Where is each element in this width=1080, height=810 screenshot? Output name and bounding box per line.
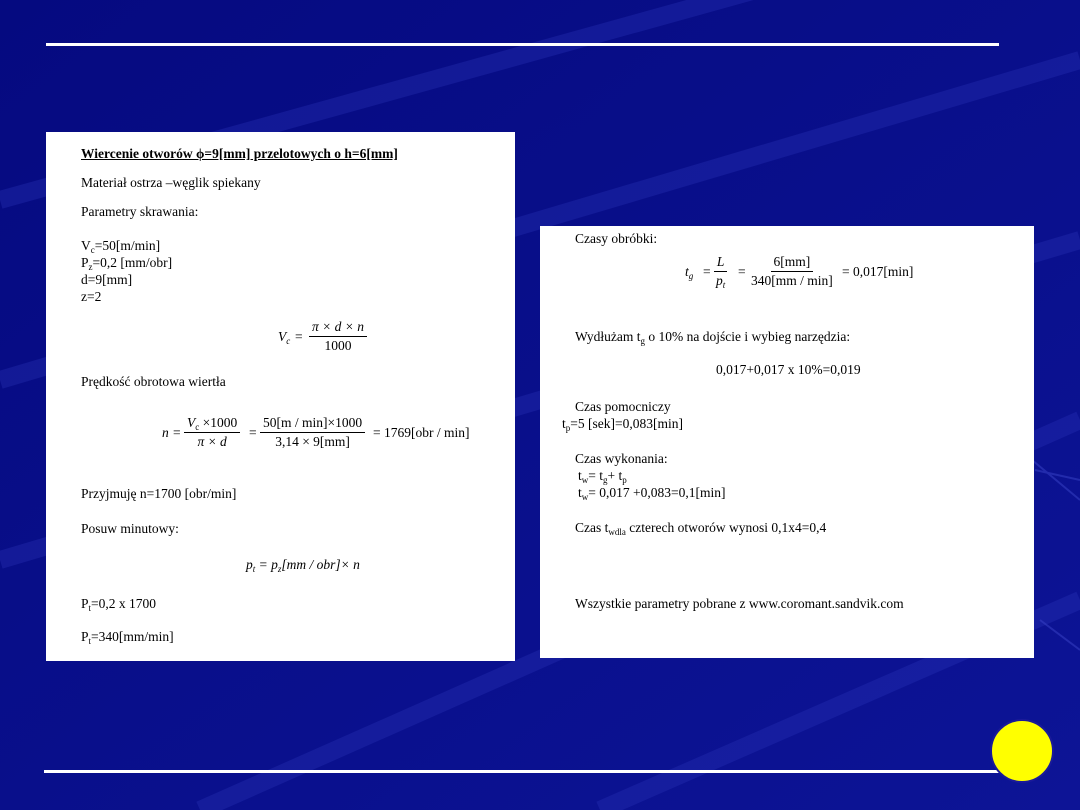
formula-n-fraction-1 bbox=[184, 415, 240, 450]
feed-heading: Posuw minutowy: bbox=[81, 521, 179, 536]
tw-line-1: $t_w= t_g+ t_p$ bbox=[578, 468, 627, 485]
top-rule bbox=[46, 43, 999, 46]
formula-vc-eq: = bbox=[295, 329, 303, 344]
vc-line: $V_c=50[m/\min]$ bbox=[81, 238, 161, 255]
formula-vc-lhs: $V_c$ bbox=[278, 329, 291, 346]
formula-n-num1: $V_c \times 1000$ bbox=[184, 415, 240, 433]
formula-n-den2: 3,14 × 9[mm] bbox=[275, 434, 350, 449]
source-line: Wszystkie parametry pobrane z www.coromant.sandvik.com bbox=[575, 596, 904, 611]
material-line: Materiał ostrza –węglik spiekany bbox=[81, 175, 261, 190]
right-document-panel bbox=[540, 226, 1034, 658]
left-document-panel bbox=[46, 132, 515, 661]
formula-pt: $p_t = p_z[mm / obr]\times n$ bbox=[246, 557, 360, 574]
formula-n-eq: = bbox=[249, 425, 257, 440]
yellow-circle-icon[interactable] bbox=[990, 719, 1054, 783]
pt-line-2: $P_t=340[mm/\min]$ bbox=[81, 629, 174, 646]
formula-n-num2: 50[m / min]×1000 bbox=[260, 415, 365, 433]
formula-n-den1: π × d bbox=[197, 434, 227, 449]
aux-line: $t_p=5$ [sek]=0,083[min] bbox=[562, 416, 683, 433]
d-line: d=9[mm] bbox=[81, 272, 133, 287]
formula-tg-den1: $p_t$ bbox=[716, 273, 726, 290]
formula-tg-num1: L bbox=[714, 254, 728, 272]
formula-tg-eq2: = bbox=[738, 264, 746, 279]
exec-heading: Czas wykonania: bbox=[575, 451, 668, 466]
aux-heading: Czas pomocniczy bbox=[575, 399, 671, 414]
speed-heading: Prędkość obrotowa wiertła bbox=[81, 374, 226, 389]
formula-tg-fraction-2 bbox=[748, 254, 836, 289]
formula-tg-result: = 0,017[min] bbox=[842, 264, 914, 279]
formula-n-lhs: n = bbox=[162, 425, 182, 440]
formula-n-fraction-2 bbox=[260, 415, 365, 450]
formula-tg-num2: 6[mm] bbox=[771, 254, 814, 272]
formula-tg-fraction-1 bbox=[713, 254, 728, 289]
formula-tg-lhs: $t_g$ bbox=[685, 264, 694, 281]
pz-line: $P_z=0,2$ [mm/obr] bbox=[81, 255, 173, 272]
params-heading: Parametry skrawania: bbox=[81, 204, 199, 219]
pt-line-1: $P_t=0,2$ x 1700 bbox=[81, 596, 157, 613]
tw-line-2: $t_w= 0,017 +0,083=0,1[\min]$ bbox=[578, 485, 726, 502]
times-heading: Czasy obróbki: bbox=[575, 231, 658, 246]
formula-vc-den: 1000 bbox=[324, 338, 352, 353]
total-line: Czas $t_{wdla}$ czterech otworów wynosi 0,1x4=0,4 bbox=[575, 520, 827, 537]
z-line: z=2 bbox=[81, 289, 102, 304]
extend-line: Wydłużam $t_g$ o 10% na dojście i wybieg narzędzia: bbox=[575, 329, 851, 346]
calc-line: 0,017+0,017 x 10%=0,019 bbox=[716, 362, 861, 377]
accept-line: Przyjmuję n=1700 [obr/min] bbox=[81, 486, 237, 501]
bottom-rule bbox=[44, 770, 1034, 773]
formula-n-result: = 1769[obr / min] bbox=[373, 425, 470, 440]
formula-vc-num: π × d × n bbox=[309, 319, 367, 337]
left-title: Wiercenie otworów ϕ=9[mm] przelotowych o h=6[mm] bbox=[81, 146, 398, 161]
formula-vc-fraction bbox=[309, 319, 367, 354]
formula-tg-eq1: = bbox=[703, 264, 711, 279]
formula-tg-den2: 340[mm / min] bbox=[751, 273, 833, 288]
